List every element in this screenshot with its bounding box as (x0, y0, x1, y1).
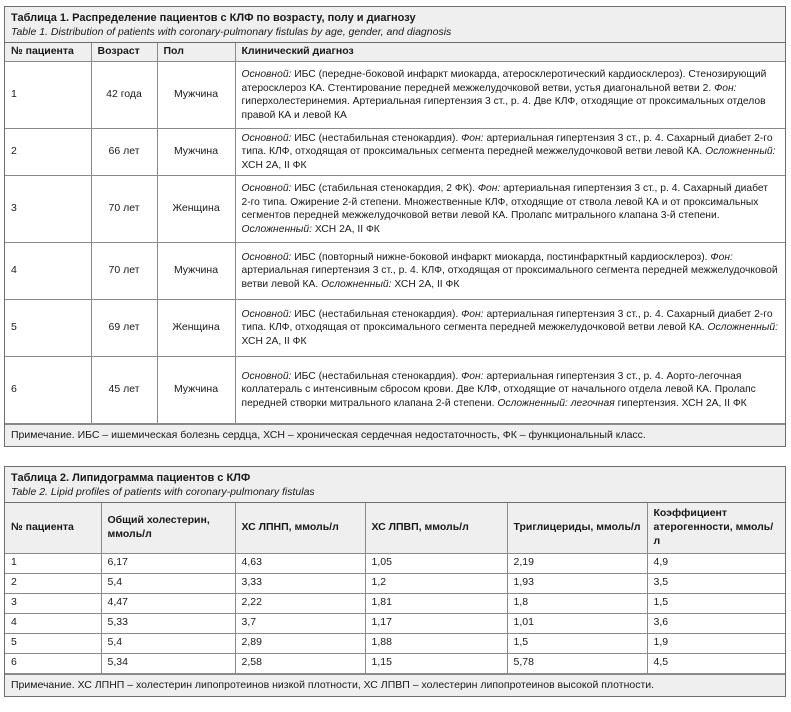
table-cell: 5,34 (101, 653, 235, 673)
patient-sex: Мужчина (157, 129, 235, 176)
clinical-diagnosis (235, 243, 785, 300)
table-2-title-ru: Таблица 2. Липидограмма пациентов с КЛФ (11, 472, 251, 484)
diagnosis-main: ИБС (повторный нижне-боковой инфаркт миокарда, постинфарктный кардиосклероз). (291, 251, 711, 263)
column-header: ХС ЛПНП, ммоль/л (235, 503, 365, 553)
table-cell: 3 (5, 593, 101, 613)
label-complication: Осложненный: (241, 223, 312, 235)
table-2-caption (5, 467, 785, 503)
label-main: Основной: (241, 370, 292, 382)
table-cell: 3,6 (647, 613, 785, 633)
diagnosis-main: ИБС (нестабильная стенокардия). (291, 308, 462, 320)
table-row (5, 573, 785, 593)
label-main: Основной: (241, 132, 292, 144)
diagnosis-background: артериальная гипертензия 3 ст., р. 4. КЛФ, отходящая от проксимального сегмента передней межжелудочковой ветви левой КА. (241, 265, 778, 291)
diagnosis-background: артериальная гипертензия 3 ст., р. 4. Сахарный диабет 2-го типа. КЛФ, отходящая от проксимальных сегмента передней межжелудочковой ветви левой КА. (241, 132, 773, 158)
table-1-title-ru: Таблица 1. Распределение пациентов с КЛФ по возрасту, полу и диагнозу (11, 12, 416, 24)
label-background: Фон: (714, 82, 737, 94)
table-cell: 1,2 (365, 573, 507, 593)
diagnosis-complication: ХСН 2А, II ФК (241, 160, 307, 172)
table-row (5, 300, 785, 357)
label-main: Основной: (241, 183, 292, 195)
clinical-diagnosis (235, 300, 785, 357)
patient-age: 45 лет (91, 357, 157, 424)
patient-number: 4 (5, 243, 91, 300)
table-1-caption (5, 7, 785, 43)
table-cell: 5,4 (101, 573, 235, 593)
table-1-title-en: Table 1. Distribution of patients with coronary-pulmonary fistulas by age, gender, and diagnosis (11, 25, 452, 38)
diagnosis-main: ИБС (стабильная стенокардия, 2 ФК). (291, 183, 478, 195)
table-cell: 1,5 (507, 633, 647, 653)
diagnosis-main: ИБС (нестабильная стенокардия). (291, 370, 462, 382)
table-row (5, 357, 785, 424)
table-header-row (5, 503, 785, 553)
label-background: Фон: (461, 370, 484, 382)
label-complication: Осложненный: (707, 322, 778, 334)
label-background: Фон: (461, 308, 484, 320)
table-cell: 5,33 (101, 613, 235, 633)
clinical-diagnosis (235, 176, 785, 243)
table-2-grid (5, 503, 785, 674)
diagnosis-main: ИБС (нестабильная стенокардия). (291, 132, 462, 144)
diagnosis-background: артериальная гипертензия 3 ст., р. 4. Сахарный диабет 2-го типа. Ожирение 2-й степени. Множественные КЛФ, отходящие от ствола левой КА и от проксимальных сегментов передней межжелудочковой ветви левой КА. Пролапс митрального клапана 3-й степени. (241, 183, 768, 222)
table-cell: 2 (5, 573, 101, 593)
table-cell: 1,81 (365, 593, 507, 613)
label-complication: Осложненный: (321, 279, 392, 291)
table-cell: 2,22 (235, 593, 365, 613)
column-header: Общий холестерин, ммоль/л (101, 503, 235, 553)
table-cell: 2,89 (235, 633, 365, 653)
table-cell: 3,5 (647, 573, 785, 593)
table-cell: 4,5 (647, 653, 785, 673)
column-header: ХС ЛПВП, ммоль/л (365, 503, 507, 553)
table-cell: 4,47 (101, 593, 235, 613)
patient-sex: Женщина (157, 300, 235, 357)
label-main: Основной: (241, 69, 292, 81)
label-background: Фон: (477, 183, 501, 195)
patient-age: 69 лет (91, 300, 157, 357)
table-cell: 1,88 (365, 633, 507, 653)
table-cell: 1 (5, 553, 101, 573)
table-2-note: Примечание. ХС ЛПНП – холестерин липопротеинов низкой плотности, ХС ЛПВП – холестерин липопротеинов высокой плотности. (5, 674, 785, 696)
label-main: Основной: (241, 251, 292, 263)
table-cell: 1,15 (365, 653, 507, 673)
column-header: Клинический диагноз (235, 43, 785, 61)
clinical-diagnosis (235, 129, 785, 176)
clinical-diagnosis (235, 62, 785, 129)
patient-age: 66 лет (91, 129, 157, 176)
patient-sex: Женщина (157, 176, 235, 243)
table-row (5, 129, 785, 176)
diagnosis-background: артериальная гипертензия 3 ст., р. 4. Сахарный диабет 2-го типа. КЛФ, отходящая от проксимального сегмента передней межжелудочковой ветви левой КА. (241, 308, 773, 334)
table-row (5, 613, 785, 633)
table-row (5, 62, 785, 129)
diagnosis-background: гиперхолестеринемия. Артериальная гипертензия 3 ст., р. 4. Две КЛФ, отходящие от проксимальных отделов правой КА и левой КА (241, 96, 766, 121)
table-cell: 1,9 (647, 633, 785, 653)
table-row (5, 243, 785, 300)
table-cell: 5 (5, 633, 101, 653)
clinical-diagnosis (235, 357, 785, 424)
table-cell: 1,93 (507, 573, 647, 593)
table-row (5, 633, 785, 653)
diagnosis-complication: ХСН 2А, II ФК (241, 336, 307, 348)
patient-age: 42 года (91, 62, 157, 129)
table-header-row (5, 43, 785, 61)
table-row (5, 176, 785, 243)
table-1-note: Примечание. ИБС – ишемическая болезнь сердца, ХСН – хроническая сердечная недостаточность, ФК – функциональный класс. (5, 424, 785, 446)
table-2 (4, 466, 786, 697)
column-header: Возраст (91, 43, 157, 61)
diagnosis-complication: ХСН 2А, II ФК (311, 223, 380, 235)
table-cell: 2,19 (507, 553, 647, 573)
table-cell: 3,33 (235, 573, 365, 593)
diagnosis-complication: гипертензия. ХСН 2А, II ФК (614, 398, 747, 410)
patient-number: 3 (5, 176, 91, 243)
patient-sex: Мужчина (157, 243, 235, 300)
table-cell: 4,9 (647, 553, 785, 573)
table-cell: 5,4 (101, 633, 235, 653)
column-header: Пол (157, 43, 235, 61)
column-header: № пациента (5, 503, 101, 553)
patient-number: 6 (5, 357, 91, 424)
patient-number: 1 (5, 62, 91, 129)
diagnosis-complication: ХСН 2А, II ФК (391, 279, 460, 291)
patient-number: 5 (5, 300, 91, 357)
column-header: Триглицериды, ммоль/л (507, 503, 647, 553)
table-2-title-en: Table 2. Lipid profiles of patients with coronary-pulmonary fistulas (11, 485, 315, 498)
table-cell: 2,58 (235, 653, 365, 673)
patient-sex: Мужчина (157, 62, 235, 129)
patient-age: 70 лет (91, 243, 157, 300)
table-cell: 1,01 (507, 613, 647, 633)
diagnosis-main: ИБС (передне-боковой инфаркт миокарда, атеросклеротический кардиосклероз). Стенозирующий атеросклероз КА. Стентирование передней межжелудочковой ветви, устья диагональной ветви 2. (241, 69, 767, 94)
table-cell: 1,5 (647, 593, 785, 613)
label-background: Фон: (710, 251, 733, 263)
table-cell: 4,63 (235, 553, 365, 573)
patient-age: 70 лет (91, 176, 157, 243)
table-1-grid (5, 43, 785, 424)
patient-sex: Мужчина (157, 357, 235, 424)
table-row (5, 653, 785, 673)
table-cell: 6 (5, 653, 101, 673)
table-row (5, 553, 785, 573)
table-cell: 1,17 (365, 613, 507, 633)
table-cell: 1,05 (365, 553, 507, 573)
table-cell: 1,8 (507, 593, 647, 613)
column-header: Коэффициент атерогенности, ммоль/л (647, 503, 785, 553)
table-row (5, 593, 785, 613)
table-cell: 3,7 (235, 613, 365, 633)
table-1 (4, 6, 786, 447)
label-complication: Осложненный: легочная (497, 398, 615, 410)
table-cell: 4 (5, 613, 101, 633)
column-header: № пациента (5, 43, 91, 61)
patient-number: 2 (5, 129, 91, 176)
table-cell: 6,17 (101, 553, 235, 573)
label-main: Основной: (241, 308, 292, 320)
diagnosis-background: артериальная гипертензия 3 ст., р. 4. Аорто-легочная коллатераль с интенсивным сбросом крови. Две КЛФ, отходящие от начального отдела левой КА. Пролапс передней створки митрального клапана 2-й степени. (241, 370, 756, 410)
label-background: Фон: (461, 132, 484, 144)
table-cell: 5,78 (507, 653, 647, 673)
label-complication: Осложненный: (705, 146, 776, 158)
